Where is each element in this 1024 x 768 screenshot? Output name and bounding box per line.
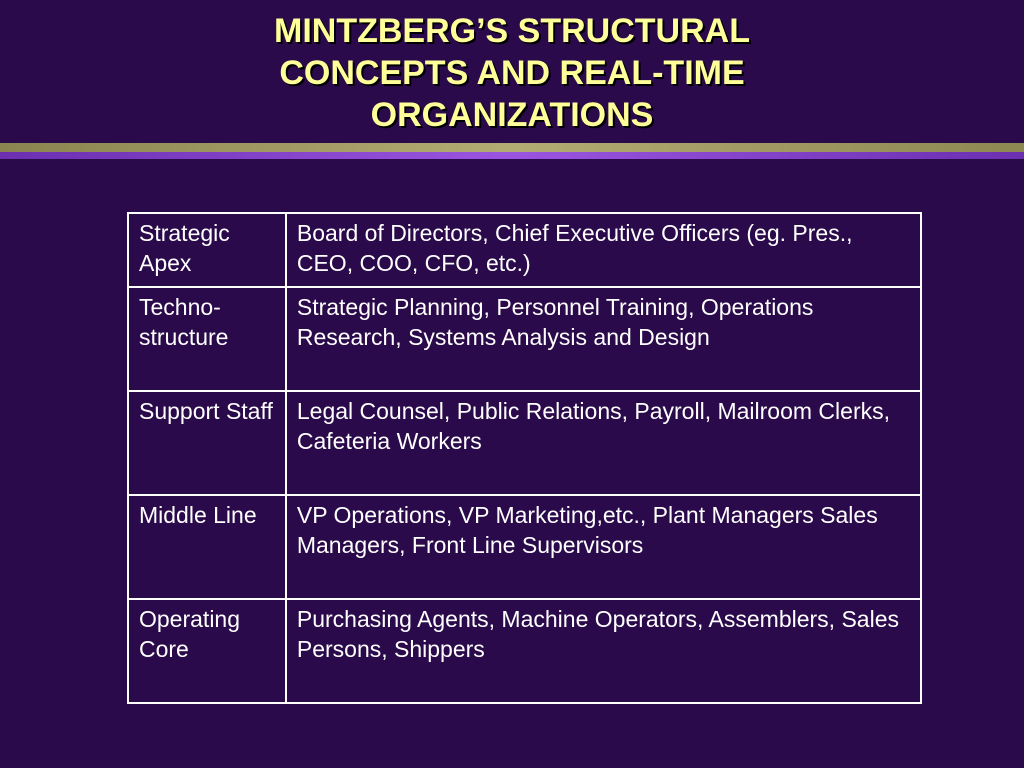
structure-term-cell: Middle Line (128, 495, 286, 599)
title-line-3: ORGANIZATIONS (370, 96, 654, 134)
structure-term-cell: Strategic Apex (128, 213, 286, 287)
structure-examples-cell: Board of Directors, Chief Executive Officers (eg. Pres., CEO, COO, CFO, etc.) (286, 213, 921, 287)
table-row (128, 391, 921, 495)
structure-term-cell: Operating Core (128, 599, 286, 703)
slide-title (0, 10, 1024, 136)
table-row (128, 213, 921, 287)
structure-table (127, 212, 922, 704)
structure-term-cell: Support Staff (128, 391, 286, 495)
structure-examples-cell: Strategic Planning, Personnel Training, Operations Research, Systems Analysis and Design (286, 287, 921, 391)
structure-examples-cell: Purchasing Agents, Machine Operators, Assemblers, Sales Persons, Shippers (286, 599, 921, 703)
title-line-2: CONCEPTS AND REAL-TIME (279, 54, 745, 92)
table-row (128, 599, 921, 703)
title-divider-purple (0, 152, 1024, 159)
title-divider-gold (0, 143, 1024, 152)
table-row (128, 287, 921, 391)
structure-examples-cell: VP Operations, VP Marketing,etc., Plant Managers Sales Managers, Front Line Supervisors (286, 495, 921, 599)
table-row (128, 495, 921, 599)
structure-term-cell: Techno-structure (128, 287, 286, 391)
structure-examples-cell: Legal Counsel, Public Relations, Payroll, Mailroom Clerks, Cafeteria Workers (286, 391, 921, 495)
title-line-1: MINTZBERG’S STRUCTURAL (274, 12, 750, 50)
